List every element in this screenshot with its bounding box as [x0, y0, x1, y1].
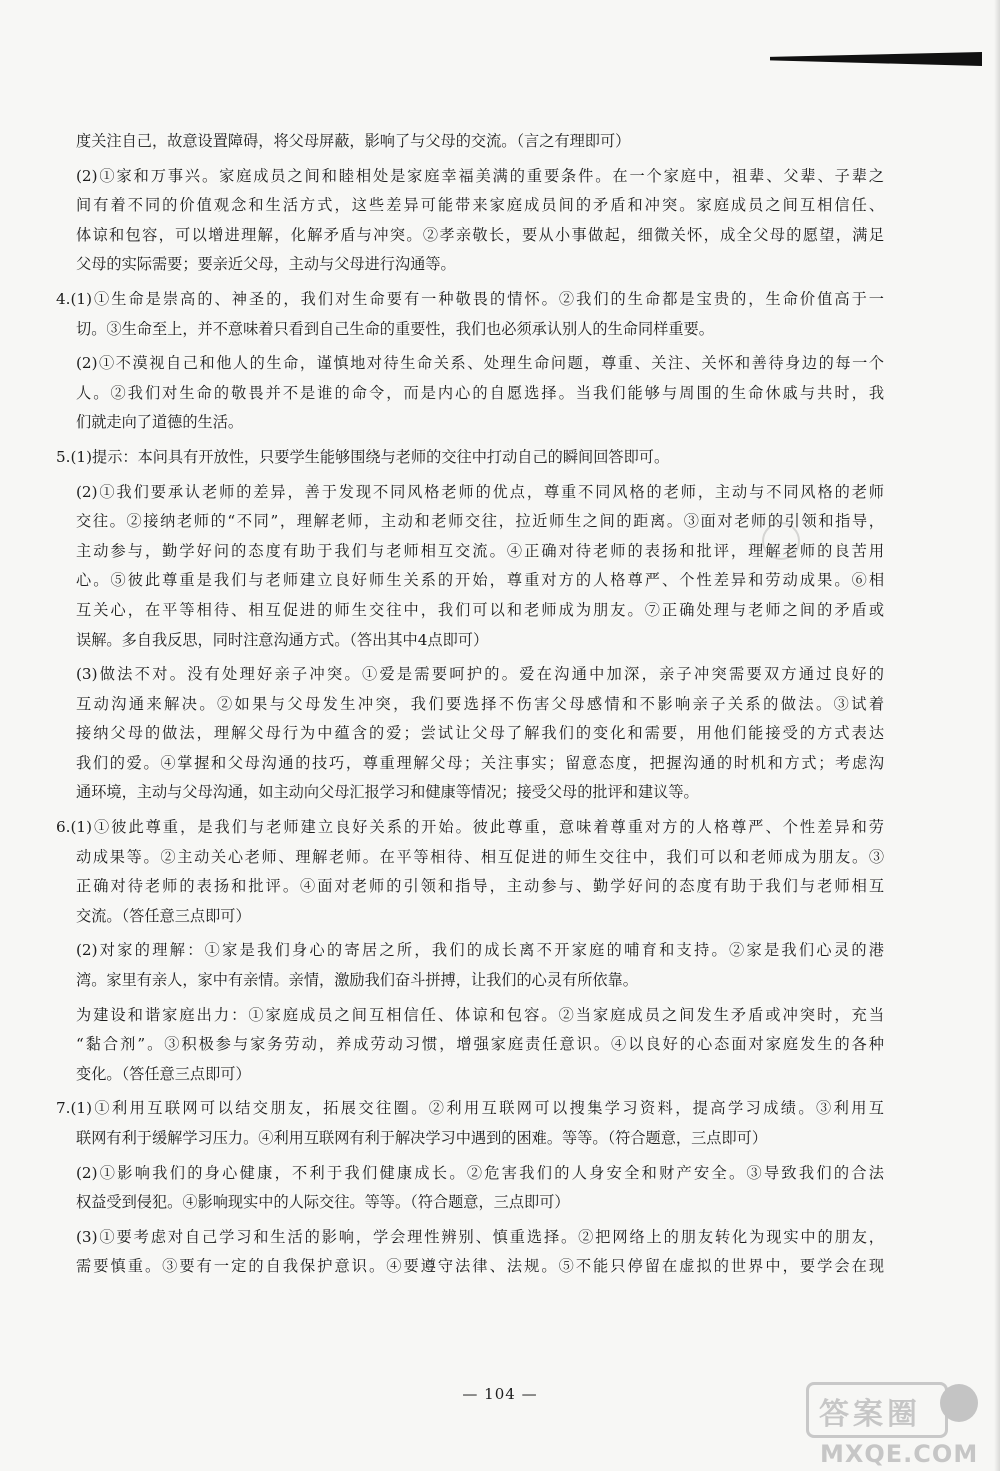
text-line: 为建设和谐家庭出力：①家庭成员之间互相信任、体谅和包容。②当家庭成员之间发生矛盾或冲突时，充当 — [76, 1005, 884, 1024]
text-line: (2)①我们要承认老师的差异，善于发现不同风格老师的优点，尊重不同风格的老师，主动与不同风格的老师 — [76, 482, 884, 501]
text-line: 们就走向了道德的生活。 — [76, 413, 244, 432]
text-line: 度关注自己，故意设置障碍，将父母屏蔽，影响了与父母的交流。（言之有理即可） — [76, 132, 631, 150]
text-line: (3)①要考虑对自己学习和生活的影响，学会理性辨别、慎重选择。②把网络上的朋友转化为现实中的朋友， — [76, 1227, 884, 1246]
text-line: 交流。（答任意三点即可） — [76, 906, 251, 925]
text-line: 互关心，在平等相待、相互促进的师生交往中，我们可以和老师成为朋友。⑦正确处理与老师之间的矛盾或 — [76, 600, 884, 619]
watermark-circle-icon — [940, 1384, 978, 1422]
text-line: 6.(1)①彼此尊重，是我们与老师建立良好关系的开始。彼此尊重，意味着尊重对方的人格尊严、个性差异和劳 — [56, 818, 884, 837]
text-line: (2)①影响我们的身心健康，不利于我们健康成长。②危害我们的人身安全和财产安全。③导致我们的合法 — [76, 1163, 884, 1182]
text-line: (2)①不漠视自己和他人的生命，谨慎地对待生命关系、处理生命问题，尊重、关注、关怀和善待身边的每一个 — [76, 354, 884, 373]
text-line: 变化。（答任意三点即可） — [76, 1064, 251, 1083]
text-line: 4.(1)①生命是崇高的、神圣的，我们对生命要有一种敬畏的情怀。②我们的生命都是宝贵的，生命价值高于一 — [56, 289, 884, 308]
scan-edge-mark — [770, 52, 982, 66]
scan-spine-shadow — [994, 0, 1000, 1471]
text-line: 我们的爱。④掌握和父母沟通的技巧，尊重理解父母；关注事实；留意态度，把握沟通的时机和方式；考虑沟 — [76, 753, 884, 772]
text-line: 通环境，主动与父母沟通，如主动向父母汇报学习和健康等情况；接受父母的批评和建议等。 — [76, 783, 699, 802]
text-line: (2)①家和万事兴。家庭成员之间和睦相处是家庭幸福美满的重要条件。在一个家庭中，祖辈、父辈、子辈之 — [76, 166, 884, 185]
text-line: 湾。家里有亲人，家中有亲情。亲情，激励我们奋斗拼搏，让我们的心灵有所依靠。 — [76, 971, 638, 990]
text-line: 正确对待老师的表扬和批评。④面对老师的引领和指导，主动参与、勤学好问的态度有助于我们与老师相互 — [76, 877, 884, 896]
answer-text-body — [56, 127, 884, 1282]
text-line: 联网有利于缓解学习压力。④利用互联网有利于解决学习中遇到的困难。等等。（符合题意，三点即可） — [76, 1129, 768, 1147]
text-line: 需要慎重。③要有一定的自我保护意识。④要遵守法律、法规。⑤不能只停留在虚拟的世界中，要学会在现 — [76, 1257, 884, 1276]
page-number: — 104 — — [462, 1385, 538, 1403]
text-line: 间有着不同的价值观念和生活方式，这些差异可能带来家庭成员间的矛盾和冲突。家庭成员之间互相信任、 — [76, 196, 884, 215]
text-line: “黏合剂”。③积极参与家务劳动，养成劳动习惯，增强家庭责任意识。④以良好的心态面对家庭发生的各种 — [76, 1035, 884, 1054]
text-line: 切。③生命至上，并不意味着只看到自己生命的重要性，我们也必须承认别人的生命同样重要。 — [76, 319, 714, 338]
text-line: 动成果等。②主动关心老师、理解老师。在平等相待、相互促进的师生交往中，我们可以和老师成为朋友。③ — [76, 847, 884, 866]
watermark — [806, 1382, 984, 1468]
text-line: (3)做法不对。没有处理好亲子冲突。①爱是需要呵护的。爱在沟通中加深，亲子冲突需要双方通过良好的 — [76, 665, 884, 684]
watermark-logo-text: 答案圈 — [819, 1397, 921, 1432]
text-line: 主动参与，勤学好问的态度有助于我们与老师相互交流。④正确对待老师的表扬和批评，理解老师的良苦用 — [76, 541, 884, 560]
text-line: 心。⑤彼此尊重是我们与老师建立良好师生关系的开始，尊重对方的人格尊严、个性差异和劳动成果。⑥相 — [76, 571, 884, 590]
text-line: 5.(1)提示：本问具有开放性，只要学生能够围绕与老师的交往中打动自己的瞬间回答即可。 — [56, 447, 670, 466]
text-line: 接纳父母的做法，理解父母行为中蕴含的爱；尝试让父母了解我们的变化和需要，用他们能接受的方式表达 — [76, 724, 884, 743]
text-line: 7.(1)①利用互联网可以结交朋友，拓展交往圈。②利用互联网可以搜集学习资料，提高学习成绩。③利用互 — [56, 1099, 884, 1118]
watermark-url: MXQE.COM — [820, 1440, 979, 1468]
text-line: 互动沟通来解决。②如果与父母发生冲突，我们要选择不伤害父母感情和不影响亲子关系的做法。③试着 — [76, 694, 884, 713]
text-line: 体谅和包容，可以增进理解，化解矛盾与冲突。②孝亲敬长，要从小事做起，细微关怀，成全父母的愿望，满足 — [76, 225, 884, 244]
text-line: 父母的实际需要；要亲近父母，主动与父母进行沟通等。 — [76, 255, 456, 274]
text-line: 误解。多自我反思，同时注意沟通方式。（答出其中4点即可） — [76, 630, 489, 649]
text-line: (2)对家的理解：①家是我们身心的寄居之所，我们的成长离不开家庭的哺育和支持。②家是我们心灵的港 — [76, 941, 884, 960]
text-line: 权益受到侵犯。④影响现实中的人际交往。等等。（符合题意，三点即可） — [76, 1193, 570, 1212]
text-line: 交往。②接纳老师的“不同”，理解老师，主动和老师交往，拉近师生之间的距离。③面对老师的引领和指导， — [76, 512, 884, 531]
text-line: 人。②我们对生命的敬畏并不是谁的命令，而是内心的自愿选择。当我们能够与周围的生命休戚与共时，我 — [76, 383, 884, 402]
watermark-logo — [806, 1382, 948, 1438]
